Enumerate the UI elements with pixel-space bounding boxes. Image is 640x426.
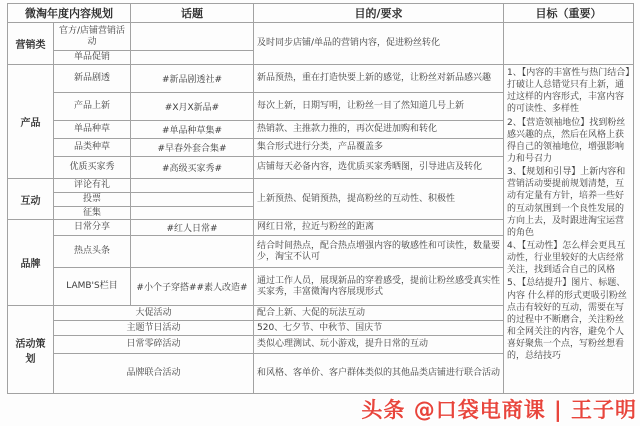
row-festival-label: 主题节日活动 bbox=[54, 321, 254, 336]
goal-note-3: 3、【规划和引导】上新内容和营销活动要提前规划清楚，互动有定量有方针，培养一些好的互动氛围到一个良性发展的方向上去，及时跟进淘宝运营的角色 bbox=[507, 167, 626, 238]
row-daily-misc-label: 日常零碎活动 bbox=[54, 336, 254, 354]
table-row bbox=[8, 65, 634, 93]
row-category-seed-purpose: 集合形式进行分类，产品覆盖多 bbox=[254, 139, 504, 157]
row-daily-misc-purpose: 类似心理测试、玩小游戏，提升日常的互动 bbox=[254, 336, 504, 354]
goal-note-1: 1、【内容的丰富性与热门结合】打破让人总错觉只有上新，通过这样的内容形式，丰富内容的可读性、多样性 bbox=[507, 68, 630, 115]
watermark: 头条 @口袋电商课 | 王子明 bbox=[361, 398, 637, 422]
marketing-goal-empty bbox=[504, 23, 634, 65]
row-official-topic bbox=[131, 23, 254, 51]
category-marketing: 营销类 bbox=[8, 23, 54, 65]
row-joint-label: 品牌联合活动 bbox=[54, 354, 254, 394]
row-new-teaser-topic: #新品剧透社# bbox=[131, 65, 254, 93]
row-single-seed-topic: #单品种草集# bbox=[131, 121, 254, 139]
row-collect-label: 征集 bbox=[54, 206, 131, 220]
row-festival-purpose: 520、七夕节、中秋节、国庆节 bbox=[254, 321, 504, 336]
content-plan-table bbox=[7, 3, 634, 394]
row-new-teaser-purpose: 新品预热，重在打造快要上新的感觉，让粉丝对新品感兴趣 bbox=[254, 65, 504, 93]
row-lambs-topic: #小个子穿搭##素人改造# bbox=[131, 268, 254, 306]
row-single-promo-label: 单品促销 bbox=[54, 51, 131, 65]
goal-notes-cell bbox=[504, 65, 634, 394]
row-official-label: 官方/店铺营销活动 bbox=[54, 23, 131, 51]
row-hot-topic-topic bbox=[131, 236, 254, 268]
goal-note-4: 4、【互动性】怎么样会更具互动性，行业里较好的大店经常关注，找到适合自己的风格 bbox=[507, 240, 626, 276]
row-big-promo-purpose: 配合上新、大促的玩法互动 bbox=[254, 306, 504, 321]
row-daily-share-label: 日常分享 bbox=[54, 220, 131, 236]
marketing-purpose: 及时同步店铺/单品的营销内容，促进粉丝转化 bbox=[254, 23, 504, 65]
row-buyer-show-label: 优质买家秀 bbox=[54, 157, 131, 179]
header-goal: 目标（重要） bbox=[504, 4, 634, 23]
interaction-purpose: 上新预热、促销预热，提高粉丝的互动性、积极性 bbox=[254, 179, 504, 220]
row-category-seed-topic: #早春外套合集# bbox=[131, 139, 254, 157]
table-row bbox=[8, 23, 634, 51]
row-launch-topic: #X月X新品# bbox=[131, 93, 254, 121]
category-interaction: 互动 bbox=[8, 179, 54, 220]
row-lambs-purpose: 通过工作人员，展现新品的穿着感受，提前让粉丝感受真实性买家秀，丰富微淘内容展现形式 bbox=[254, 268, 504, 306]
row-joint-purpose: 和风格、客单价、客户群体类似的其他品类店铺进行联合活动 bbox=[254, 354, 504, 394]
category-campaign: 活动策划 bbox=[8, 306, 54, 394]
row-daily-share-purpose: 网红日常，拉近与粉丝的距离 bbox=[254, 220, 504, 236]
row-lambs-label: LAMB'S栏目 bbox=[54, 268, 131, 306]
row-hot-topic-label: 热点头条 bbox=[54, 236, 131, 268]
row-launch-label: 产品上新 bbox=[54, 93, 131, 121]
row-daily-share-topic: #红人日常# bbox=[131, 220, 254, 236]
row-big-promo-label: 大促活动 bbox=[54, 306, 254, 321]
header-purpose: 目的/要求 bbox=[254, 4, 504, 23]
goal-note-2: 2、【营造领袖地位】找到粉丝感兴趣的点，然后在风格上获得自己的领袖地位，增强影响力和号召力 bbox=[507, 117, 626, 164]
row-vote-topic bbox=[131, 192, 254, 206]
category-product: 产品 bbox=[8, 65, 54, 179]
header-topic: 话题 bbox=[131, 4, 254, 23]
row-collect-topic bbox=[131, 206, 254, 220]
row-buyer-show-purpose: 店铺每天必备内容，选优质买家秀晒图，引导进店及转化 bbox=[254, 157, 504, 179]
row-single-promo-topic bbox=[131, 51, 254, 65]
goal-note-5: 5、【总结提升】图片、标题、内容 什么样的形式更吸引粉丝点击有较好的互动，需要在写的过程中不断磨合，关注粉丝和全网关注的内容，避免个人喜好聚焦一个点，写粉丝想看的，总结技巧 bbox=[507, 278, 627, 362]
header-plan-title: 微淘年度内容规划 bbox=[8, 4, 131, 23]
row-hot-topic-purpose: 结合时间热点，配合热点增强内容的敏感性和可读性，数量要少，淘宝不认可 bbox=[254, 236, 504, 268]
row-category-seed-label: 品类种草 bbox=[54, 139, 131, 157]
header-row bbox=[8, 4, 634, 23]
row-comment-gift-label: 评论有礼 bbox=[54, 179, 131, 193]
row-new-teaser-label: 新品剧透 bbox=[54, 65, 131, 93]
category-brand: 品牌 bbox=[8, 220, 54, 306]
row-comment-gift-topic bbox=[131, 179, 254, 193]
row-buyer-show-topic: #高级买家秀# bbox=[131, 157, 254, 179]
row-single-seed-purpose: 热销款、主推款力推的，再次促进加购和转化 bbox=[254, 121, 504, 139]
row-single-seed-label: 单品种草 bbox=[54, 121, 131, 139]
row-launch-purpose: 每次上新，日期写明，让粉丝一目了然知道几号上新 bbox=[254, 93, 504, 121]
row-vote-label: 投票 bbox=[54, 192, 131, 206]
